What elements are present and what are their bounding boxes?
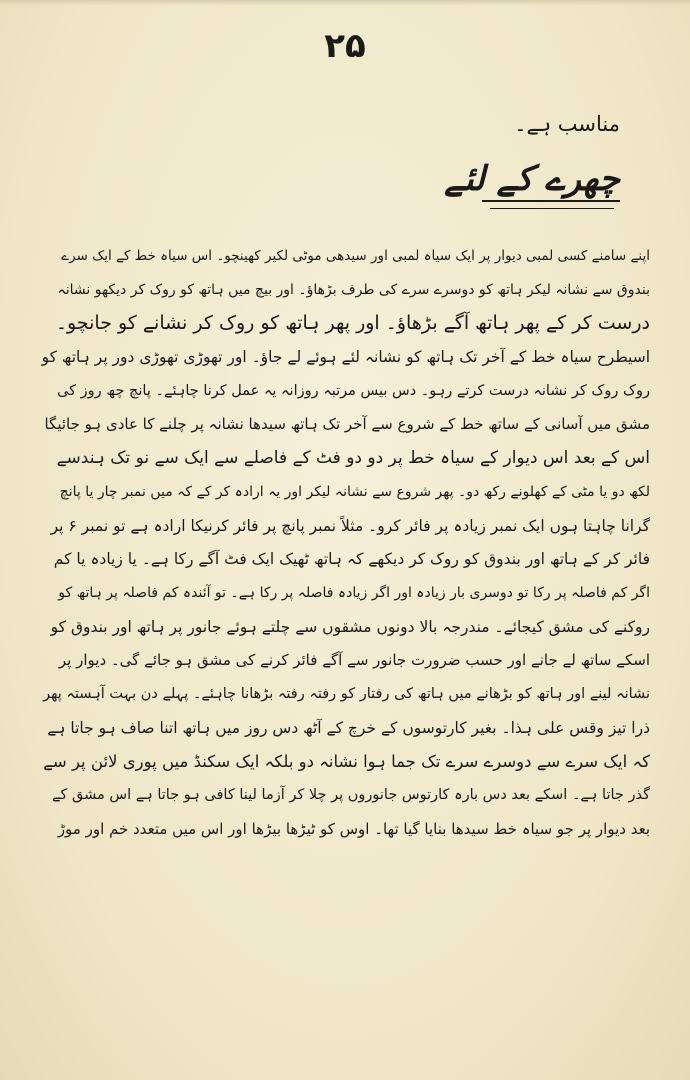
heading-underline — [482, 200, 620, 202]
text-line: ذرا تیز وقس علی ہذا۔ بغیر کارتوسوں کے خرچ کے آٹھ دس روز میں ہاتھ اتنا صاف ہو جاتا ہے — [47, 718, 650, 737]
text-line: روکنے کی مشق کیجائے۔ مندرجہ بالا دونوں مشقوں سے چلتے ہوئے جانور پر ہاتھ اور بندوق کو — [50, 617, 650, 636]
text-line: روک روک کر نشانہ درست کرتے رہو۔ دس بیس مرتبہ روزانہ یہ عمل کرنا چاہئے۔ پانچ چھ روز کی — [57, 382, 650, 399]
text-line: اگر کم فاصلہ پر رکا تو دوسری بار زیادہ اور اگر زیادہ فاصلہ پر رکا ہے۔ تو آئندہ کم فاصلہ پر ہاتھ کو — [58, 584, 650, 601]
text-line: فائر کر کے ہاتھ اور بندوق کو روک کر دیکھے کہ ہاتھ ٹھیک ایک فٹ آگے رکا ہے۔ یا زیادہ یا کم — [53, 550, 650, 569]
body-text — [40, 240, 650, 1050]
text-line: اپنے سامنے کسی لمبی دیوار پر ایک سیاہ لمبی اور سیدھی موٹی لکیر کھینچو۔ اس سیاہ خط کے ایک سرے — [61, 248, 650, 264]
heading-underline-secondary — [490, 208, 614, 209]
previous-section-ending: مناسب ہے۔ — [514, 112, 620, 136]
section-heading: چھرے کے لئے — [444, 159, 620, 199]
text-line: درست کر کے پھر ہاتھ آگے بڑھاؤ۔ اور پھر ہاتھ کو روک کر نشانے کو جانچو۔ — [55, 312, 650, 335]
text-line: لکھ دو یا مٹی کے کھلونے رکھ دو۔ پھر شروع سے نشانہ لیکر اور یہ ارادہ کر کے کہ میں نمبر چار یا پانچ — [59, 483, 650, 500]
page-number: ۲۵ — [324, 26, 366, 66]
text-line: اسیطرح سیاہ خط کے آخر تک ہاتھ کو نشانہ لئے ہوئے لے جاؤ۔ اور تھوڑی تھوڑی دور پر ہاتھ کو — [41, 348, 650, 367]
text-line: بعد دیوار پر جو سیاہ خط سیدھا بنایا گیا تھا۔ اوس کو ٹیڑھا بیڑھا اور اس میں متعدد خم اور موڑ — [57, 819, 650, 838]
text-line: بندوق سے نشانہ لیکر ہاتھ کو دوسرے سرے کی طرف بڑھاؤ۔ اور بیچ میں ہاتھ کو روک کر دیکھو نشانہ — [57, 281, 650, 298]
page-edge-shadow — [0, 0, 690, 6]
text-line: مشق میں آسانی کے ساتھ خط کے شروع سے آخر تک ہاتھ سیدھا نشانہ پر چلنے کا عادی ہو جائیگا — [44, 415, 650, 434]
text-line: گذر جاتا ہے۔ اسکے بعد دس بارہ کارتوس جانوروں پر چلا کر آزما لینا کافی ہو جاتا ہے اس مشق کے — [52, 787, 650, 803]
text-line: اسکے ساتھ لے جانے اور حسب ضرورت جانور سے آگے فائر کرنے کی مشق ہو جائے گی۔ دیوار پر — [58, 651, 650, 670]
text-line: گرانا چاہتا ہوں ایک نمبر زیادہ پر فائر کرو۔ مثلاً نمبر پانچ پر فائر کرنیکا ارادہ ہے تو نمبر ۶ پر — [50, 516, 650, 535]
text-line: کہ ایک سرے سے دوسرے سرے تک جما ہوا نشانہ دو بلکہ ایک سکنڈ میں پوری لائن پر سے — [43, 752, 650, 772]
text-line: اس کے بعد اس دیوار کے سیاہ خط پر دو دو فٹ کے فاصلے سے ایک سے نو تک ہندسے — [56, 448, 650, 469]
text-line: نشانہ لینے اور ہاتھ کو بڑھانے میں ہاتھ کی رفتار کو رفتہ رفتہ بڑھانا چاہئے۔ پہلے دن بہت آہستہ پھر — [43, 685, 650, 702]
